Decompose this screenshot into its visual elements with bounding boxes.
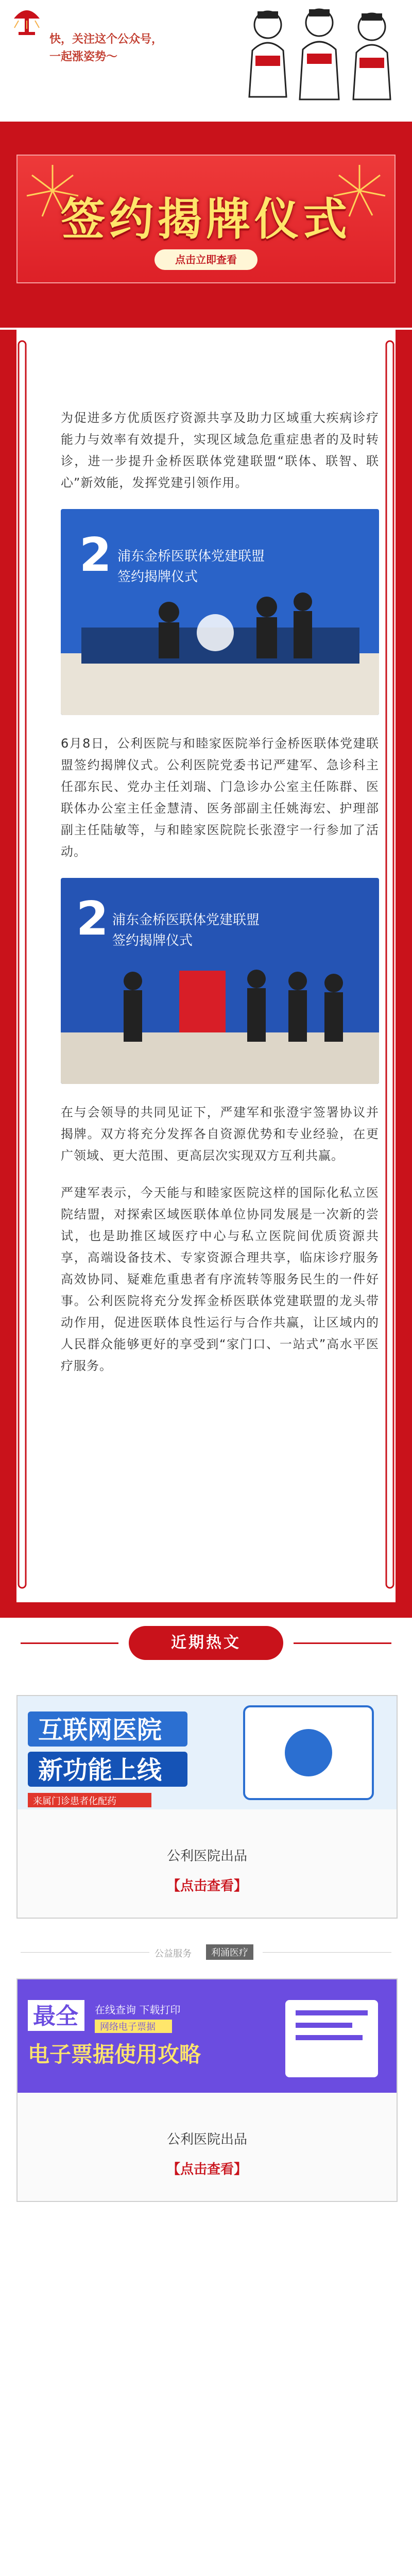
view-now-button[interactable]: 点击立即查看 (154, 249, 258, 270)
view-article-link[interactable]: 【点击查看】 (166, 2162, 247, 2177)
article-section (0, 330, 412, 1618)
article-thumbnail[interactable] (18, 1979, 397, 2093)
recent-articles-section (0, 1618, 412, 2380)
thumb-subtitle: 网络电子票据 (100, 2022, 156, 2032)
thumb-title: 互联网医院 (38, 1716, 162, 1744)
signing-ceremony-photo (61, 509, 379, 715)
thumb-subtitle: 在线查询 下载打印 (95, 2004, 181, 2016)
lamp-icon (11, 5, 42, 38)
thumb-title: 新功能上线 (38, 1756, 162, 1785)
hint-line: 一起涨姿势～ (49, 50, 118, 63)
banner-panel (16, 155, 396, 283)
binder-rings-decoration (16, 336, 28, 1593)
banner-title: 签约揭牌仪式 (61, 193, 351, 245)
divider-tag: 利涌医疗 (206, 1944, 253, 1960)
heading-line (294, 1642, 391, 1644)
article-source: 公利医院出品 (166, 2132, 247, 2147)
divider (0, 1942, 412, 1963)
heading-line (21, 1642, 118, 1644)
section-heading (0, 1618, 412, 1669)
photo-screen-text: 签约揭牌仪式 (117, 569, 198, 585)
heading-pill: 近期热文 (129, 1626, 283, 1660)
article-body (61, 407, 379, 1392)
photo-index: 2 (76, 892, 109, 946)
photo-screen-text: 浦东金桥医联体党建联盟 (112, 912, 260, 928)
thumb-title: 电子票据使用攻略 (28, 2042, 201, 2067)
article-card-internet-hospital[interactable] (16, 1695, 398, 1919)
unveiling-ceremony-photo (61, 878, 379, 1084)
photo-screen-text: 浦东金桥医联体党建联盟 (117, 549, 265, 564)
article-paragraph: 6月8日，公利医院与和睦家医院举行金桥医联体党建联盟签约揭牌仪式。公利医院党委书记严建军、急诊科主任邵东民、党办主任刘瑞、门急诊办公室主任陈群、医联体办公室主任金慧清、医务部副主任姚海宏、护理部副主任陆敏等，与和睦家医院院长张澄宇一行参加了活动。 (61, 736, 379, 859)
article-paragraph: 为促进多方优质医疗资源共享及助力区域重大疾病诊疗能力与效率有效提升，实现区域急危重症患者的及时转诊，进一步提升金桥医联体党建联盟“联体、联智、联心”新效能，发挥党建引领作用。 (61, 411, 379, 490)
header (0, 0, 412, 118)
article-card-e-invoice[interactable] (16, 1978, 398, 2202)
thumb-subtitle: 来属门诊患者化配药 (33, 1796, 116, 1807)
article-thumbnail[interactable] (18, 1696, 397, 1809)
article-source: 公利医院出品 (166, 1849, 247, 1864)
divider-line (263, 1952, 391, 1953)
view-article-link[interactable]: 【点击查看】 (166, 1878, 247, 1894)
thumb-title: 最全 (33, 2003, 78, 2029)
photo-index: 2 (79, 528, 112, 582)
subscribe-hint (49, 31, 163, 66)
divider-label: 公益服务 (154, 1948, 192, 1959)
cartoon-people-illustration (237, 4, 407, 107)
article-paragraph: 在与会领导的共同见证下，严建军和张澄宇签署协议并揭牌。双方将充分发挥各自资源优势和专业经验，在更广领域、更大范围、更高层次实现双方互利共赢。 (61, 1105, 379, 1163)
hint-line: 快，关注这个公众号， (49, 33, 163, 46)
event-banner (0, 122, 412, 328)
article-card (16, 330, 396, 1602)
divider-line (21, 1952, 149, 1953)
binder-rings-decoration (384, 336, 396, 1593)
photo-screen-text: 签约揭牌仪式 (112, 933, 193, 948)
article-paragraph: 严建军表示，今天能与和睦家医院这样的国际化私立医院结盟，对探索区域医联体单位协同发展是一次新的尝试，也是助推区域医疗中心与私立医院间优质资源共享，高端设备技术、专家资源合理共享，临床诊疗服务高效协同、疑难危重患者有序流转等服务民生的一件好事。公利医院将充分发挥金桥医联体党建联盟的龙头带动作用，促进医联体良性运行与合作共赢，让区域内的人民群众能够更好的享受到“家门口、一站式”高水平医疗服务。 (61, 1185, 379, 1373)
